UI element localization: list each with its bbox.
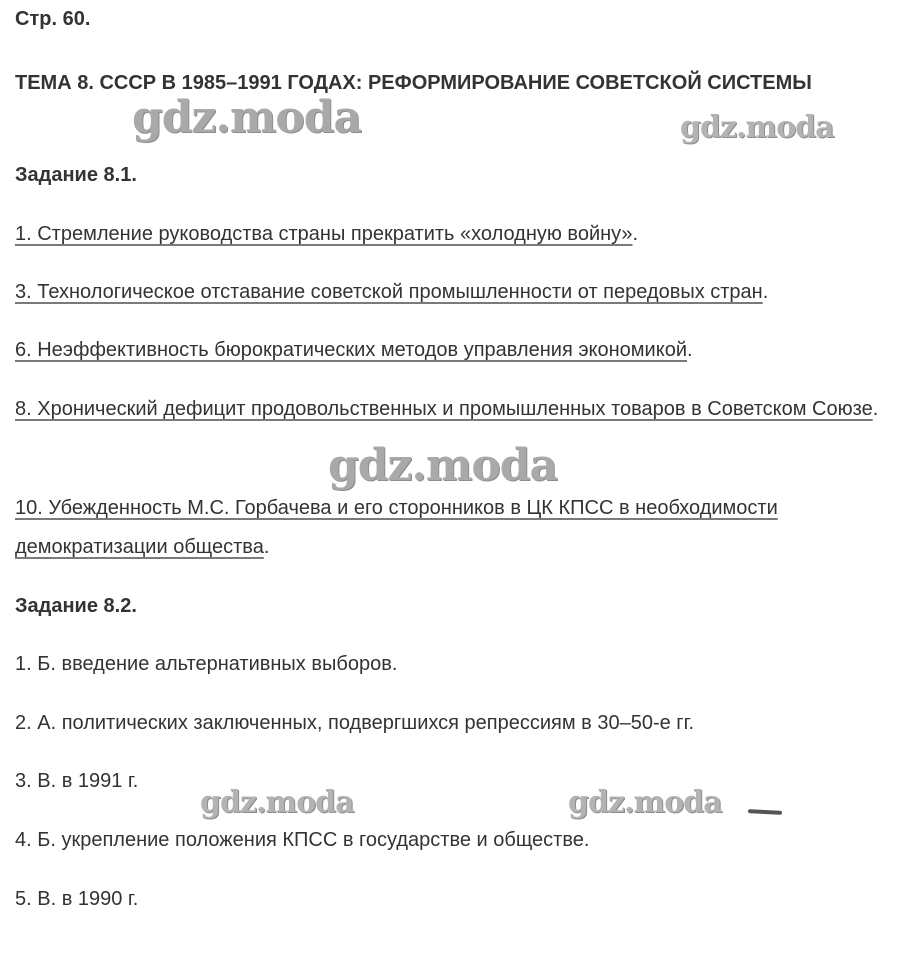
page-number: Стр. 60. bbox=[15, 8, 91, 30]
task-8-1-answer-6 bbox=[15, 331, 908, 370]
task-8-1-answer-8 bbox=[15, 390, 908, 429]
answer-text: 8. Хронический дефицит продовольственных и промышленных товаров в Советском Союзе bbox=[15, 398, 873, 420]
watermark-logo: gdz.moda bbox=[680, 110, 834, 145]
watermark-logo: gdz.moda bbox=[200, 785, 354, 820]
answer-end: . bbox=[263, 536, 270, 558]
task-8-2-answer-5: 5. В. в 1990 г. bbox=[15, 888, 139, 910]
watermark-logo: gdz.moda bbox=[328, 440, 558, 491]
task-8-2-answer-4: 4. Б. укрепление положения КПСС в государстве и обществе. bbox=[15, 829, 590, 851]
task-8-2-answer-3: 3. В. в 1991 г. bbox=[15, 770, 139, 792]
answer-end: . bbox=[762, 281, 769, 303]
answer-end: . bbox=[687, 339, 693, 361]
watermark-logo: gdz.moda bbox=[568, 785, 722, 820]
task-8-2-answer-1: 1. Б. введение альтернативных выборов. bbox=[15, 653, 398, 675]
task-8-2-title: Задание 8.2. bbox=[15, 595, 137, 617]
task-8-1-answer-1 bbox=[15, 215, 908, 254]
task-8-1-answer-3 bbox=[15, 273, 908, 312]
watermark-logo: gdz.moda bbox=[132, 92, 362, 143]
answer-text: 1. Стремление руководства страны прекратить «холодную войну» bbox=[15, 223, 633, 245]
answer-text: 10. Убежденность М.С. Горбачева и его сторонников в ЦК КПСС в необходимости демократизации общества bbox=[15, 497, 778, 558]
answer-text: 6. Неэффективность бюрократических методов управления экономикой bbox=[15, 339, 687, 361]
answer-end: . bbox=[872, 398, 879, 420]
watermark-stroke bbox=[748, 809, 782, 815]
task-8-1-answer-10 bbox=[15, 489, 908, 567]
task-8-2-answer-2: 2. А. политических заключенных, подвергшихся репрессиям в 30–50-е гг. bbox=[15, 712, 694, 734]
topic-title: ТЕМА 8. СССР В 1985–1991 ГОДАХ: РЕФОРМИРОВАНИЕ СОВЕТСКОЙ СИСТЕМЫ bbox=[15, 72, 812, 94]
answer-end: . bbox=[632, 223, 639, 245]
task-8-1-title: Задание 8.1. bbox=[15, 164, 137, 186]
answer-text: 3. Технологическое отставание советской промышленности от передовых стран bbox=[15, 281, 763, 303]
